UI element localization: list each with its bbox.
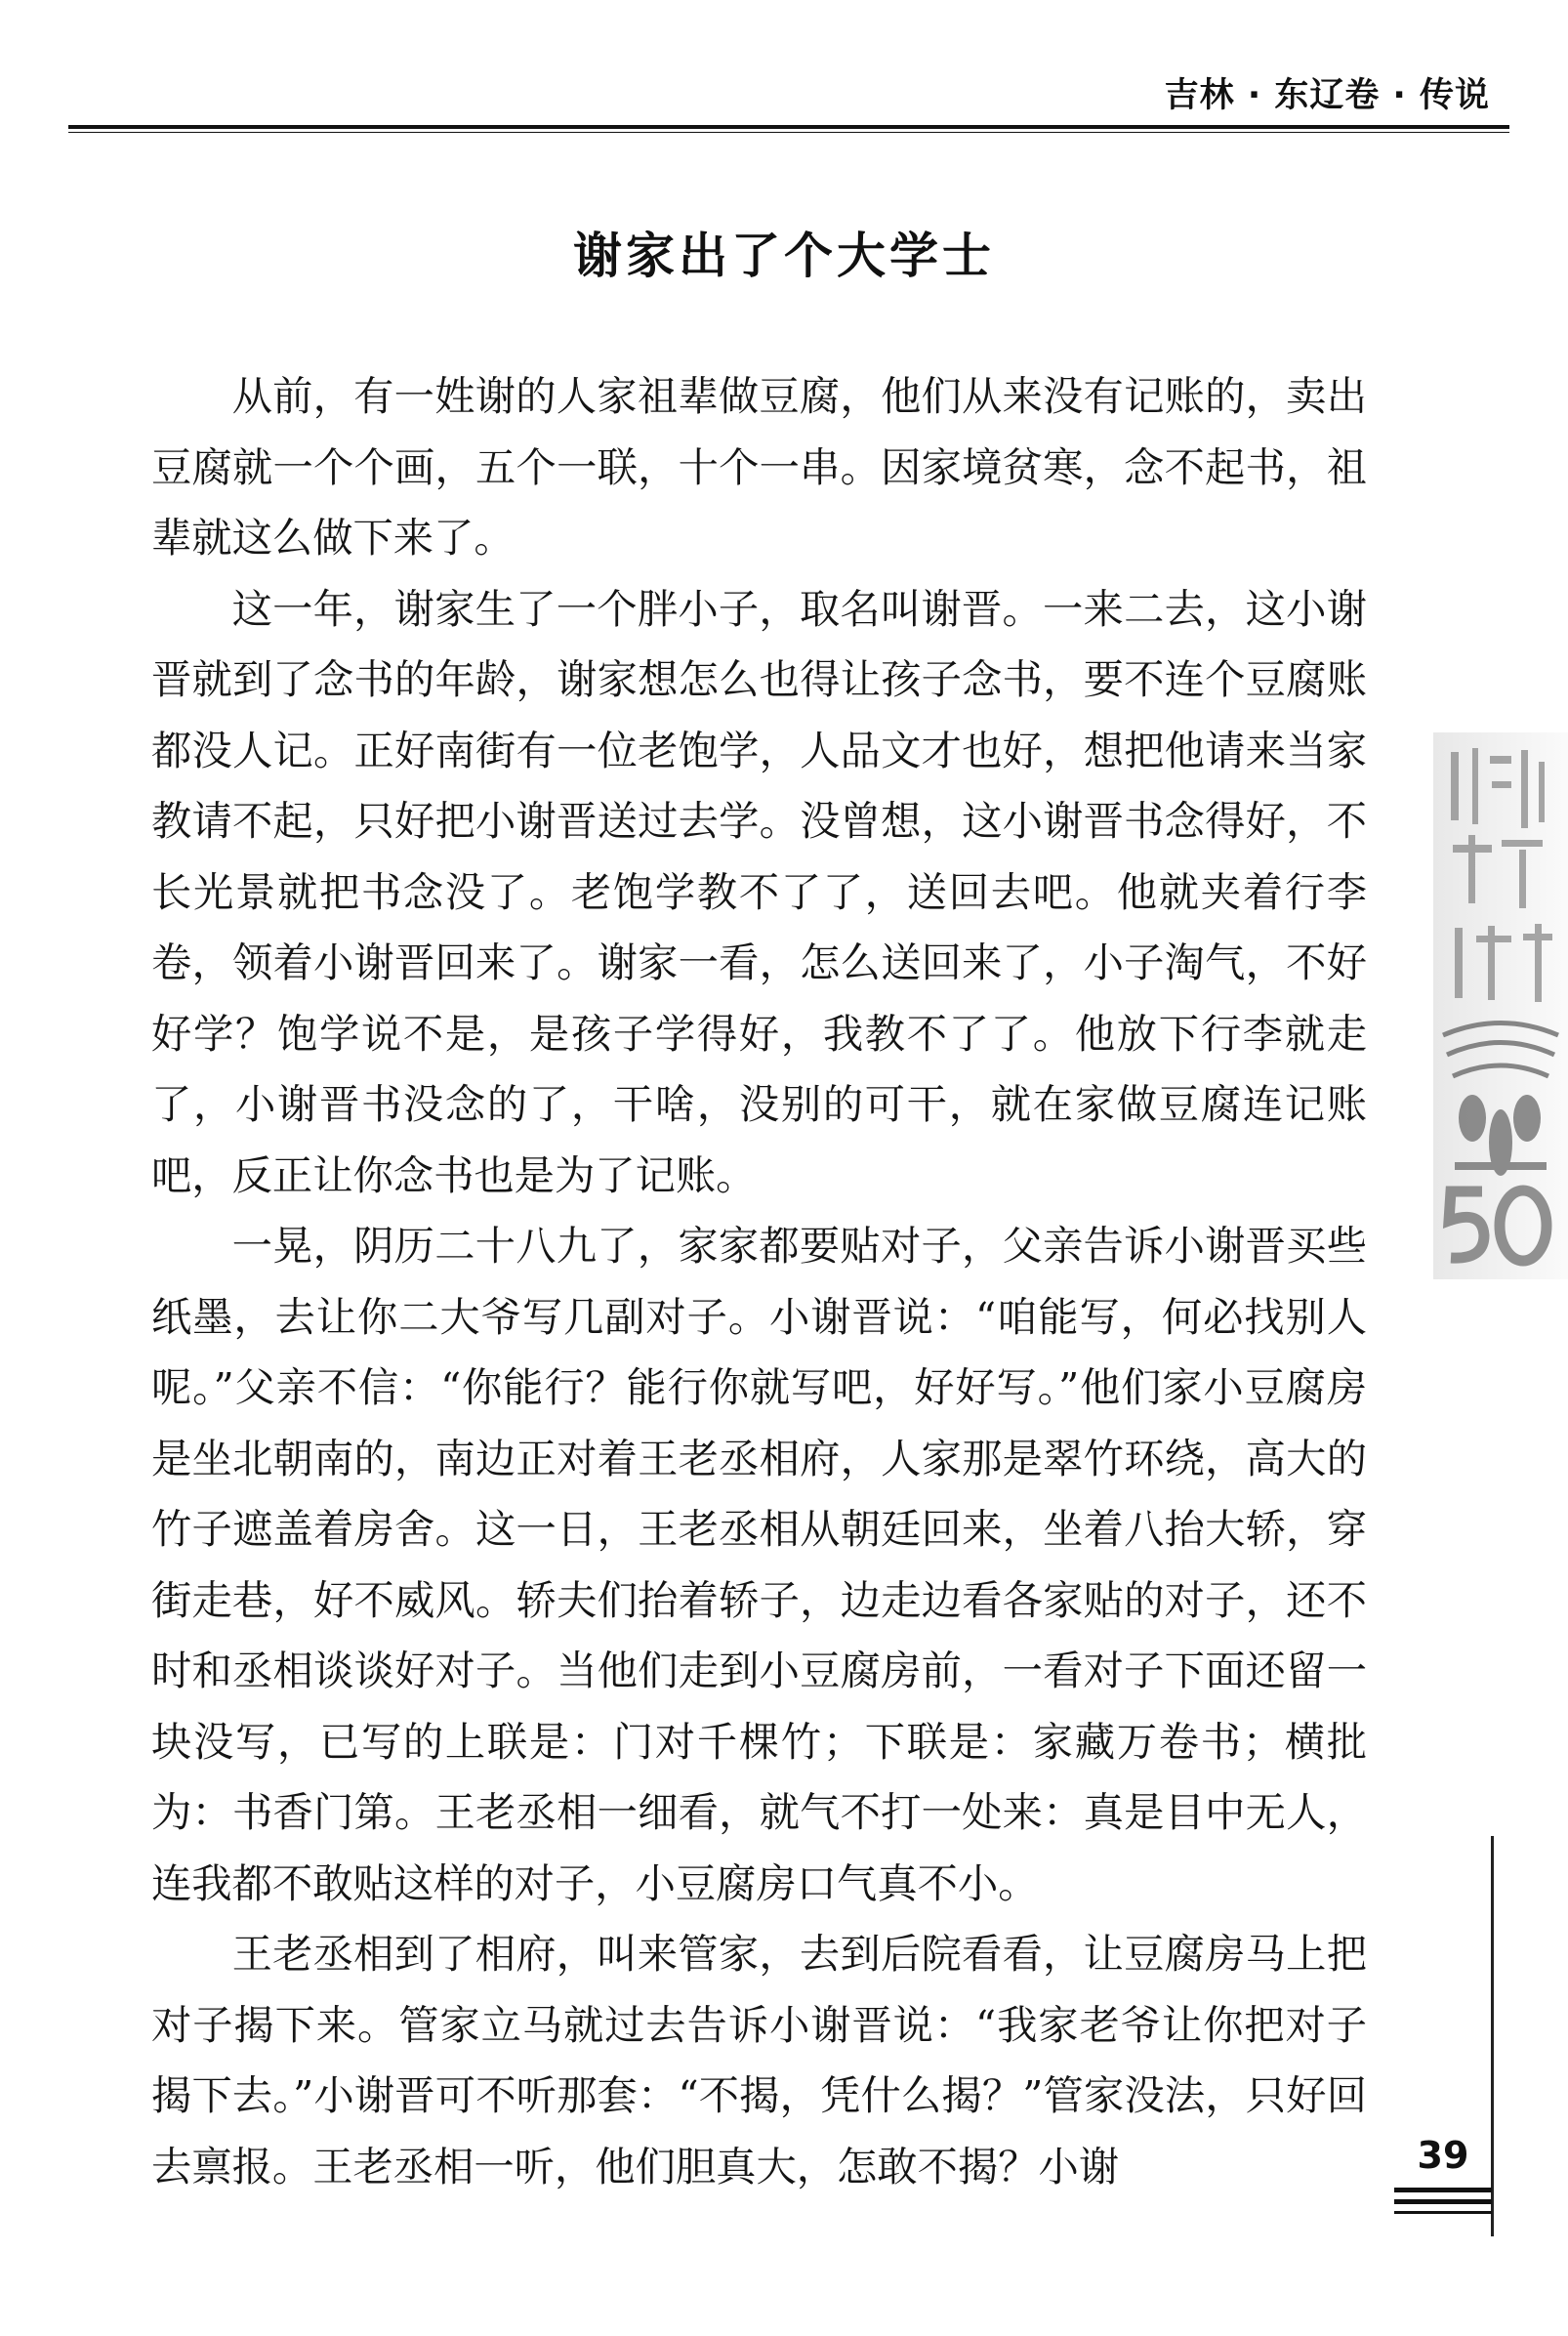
article-body [151,361,1367,2202]
paragraph-2: 这一年，谢家生了一个胖小子，取名叫谢晋。一来二去，这小谢晋就到了念书的年龄，谢家想怎么也得让孩子念书，要不连个豆腐账都没人记。正好南街有一位老饱学，人品文才也好，想把他请来当家教请不起，只好把小谢晋送过去学。没曾想，这小谢晋书念得好，不长光景就把书念没了。老饱学教不了了，送回去吧。他就夹着行李卷，领着小谢晋回来了。谢家一看，怎么送回来了，小子淘气，不好好学？饱学说不是，是孩子学得好，我教不了了。他放下行李就走了，小谢晋书没念的了，干啥，没别的可干，就在家做豆腐连记账吧，反正让你念书也是为了记账。 [151,585,1367,1199]
page-number-bar-2 [1394,2199,1492,2204]
page-number: 39 [1417,2134,1469,2177]
paragraph-3: 一晃，阴历二十八九了，家家都要贴对子，父亲告诉小谢晋买些纸墨，去让你二大爷写几副对子。小谢晋说：“咱能写，何必找别人呢。”父亲不信：“你能行？能行你就写吧，好好写。”他们家小豆腐房是坐北朝南的，南边正对着王老丞相府，人家那是翠竹环绕，高大的竹子遮盖着房舍。这一日，王老丞相从朝廷回来，坐着八抬大轿，穿街走巷，好不威风。轿夫们抬着轿子，边走边看各家贴的对子，还不时和丞相谈谈好对子。当他们走到小豆腐房前，一看对子下面还留一块没写，已写的上联是：门对千棵竹；下联是：家藏万卷书；横批为：书香门第。王老丞相一细看，就气不打一处来：真是目中无人，连我都不敢贴这样的对子，小豆腐房口气真不小。 [151,1223,1367,1907]
paragraph-4: 王老丞相到了相府，叫来管家，去到后院看看，让豆腐房马上把对子揭下来。管家立马就过去告诉小谢晋说：“我家老爷让你把对子揭下去。”小谢晋可不听那套：“不揭，凭什么揭？”管家没法，只好回去禀报。王老丞相一听，他们胆真大，怎敢不揭？小谢 [151,1931,1367,2190]
page-number-bar-1 [1394,2188,1492,2192]
ornamental-side-tab-icon [1433,732,1568,1279]
header-rule-thin [68,132,1509,133]
paragraph-1: 从前，有一姓谢的人家祖辈做豆腐，他们从来没有记账的，卖出豆腐就一个个画，五个一联，十个一串。因家境贫寒，念不起书，祖辈就这么做下来了。 [151,373,1367,562]
header-rule [68,125,1509,129]
page-number-bar-3 [1394,2211,1492,2214]
article-title: 谢家出了个大学士 [573,228,995,284]
running-header: 吉林 · 东辽卷 · 传说 [1164,76,1490,115]
